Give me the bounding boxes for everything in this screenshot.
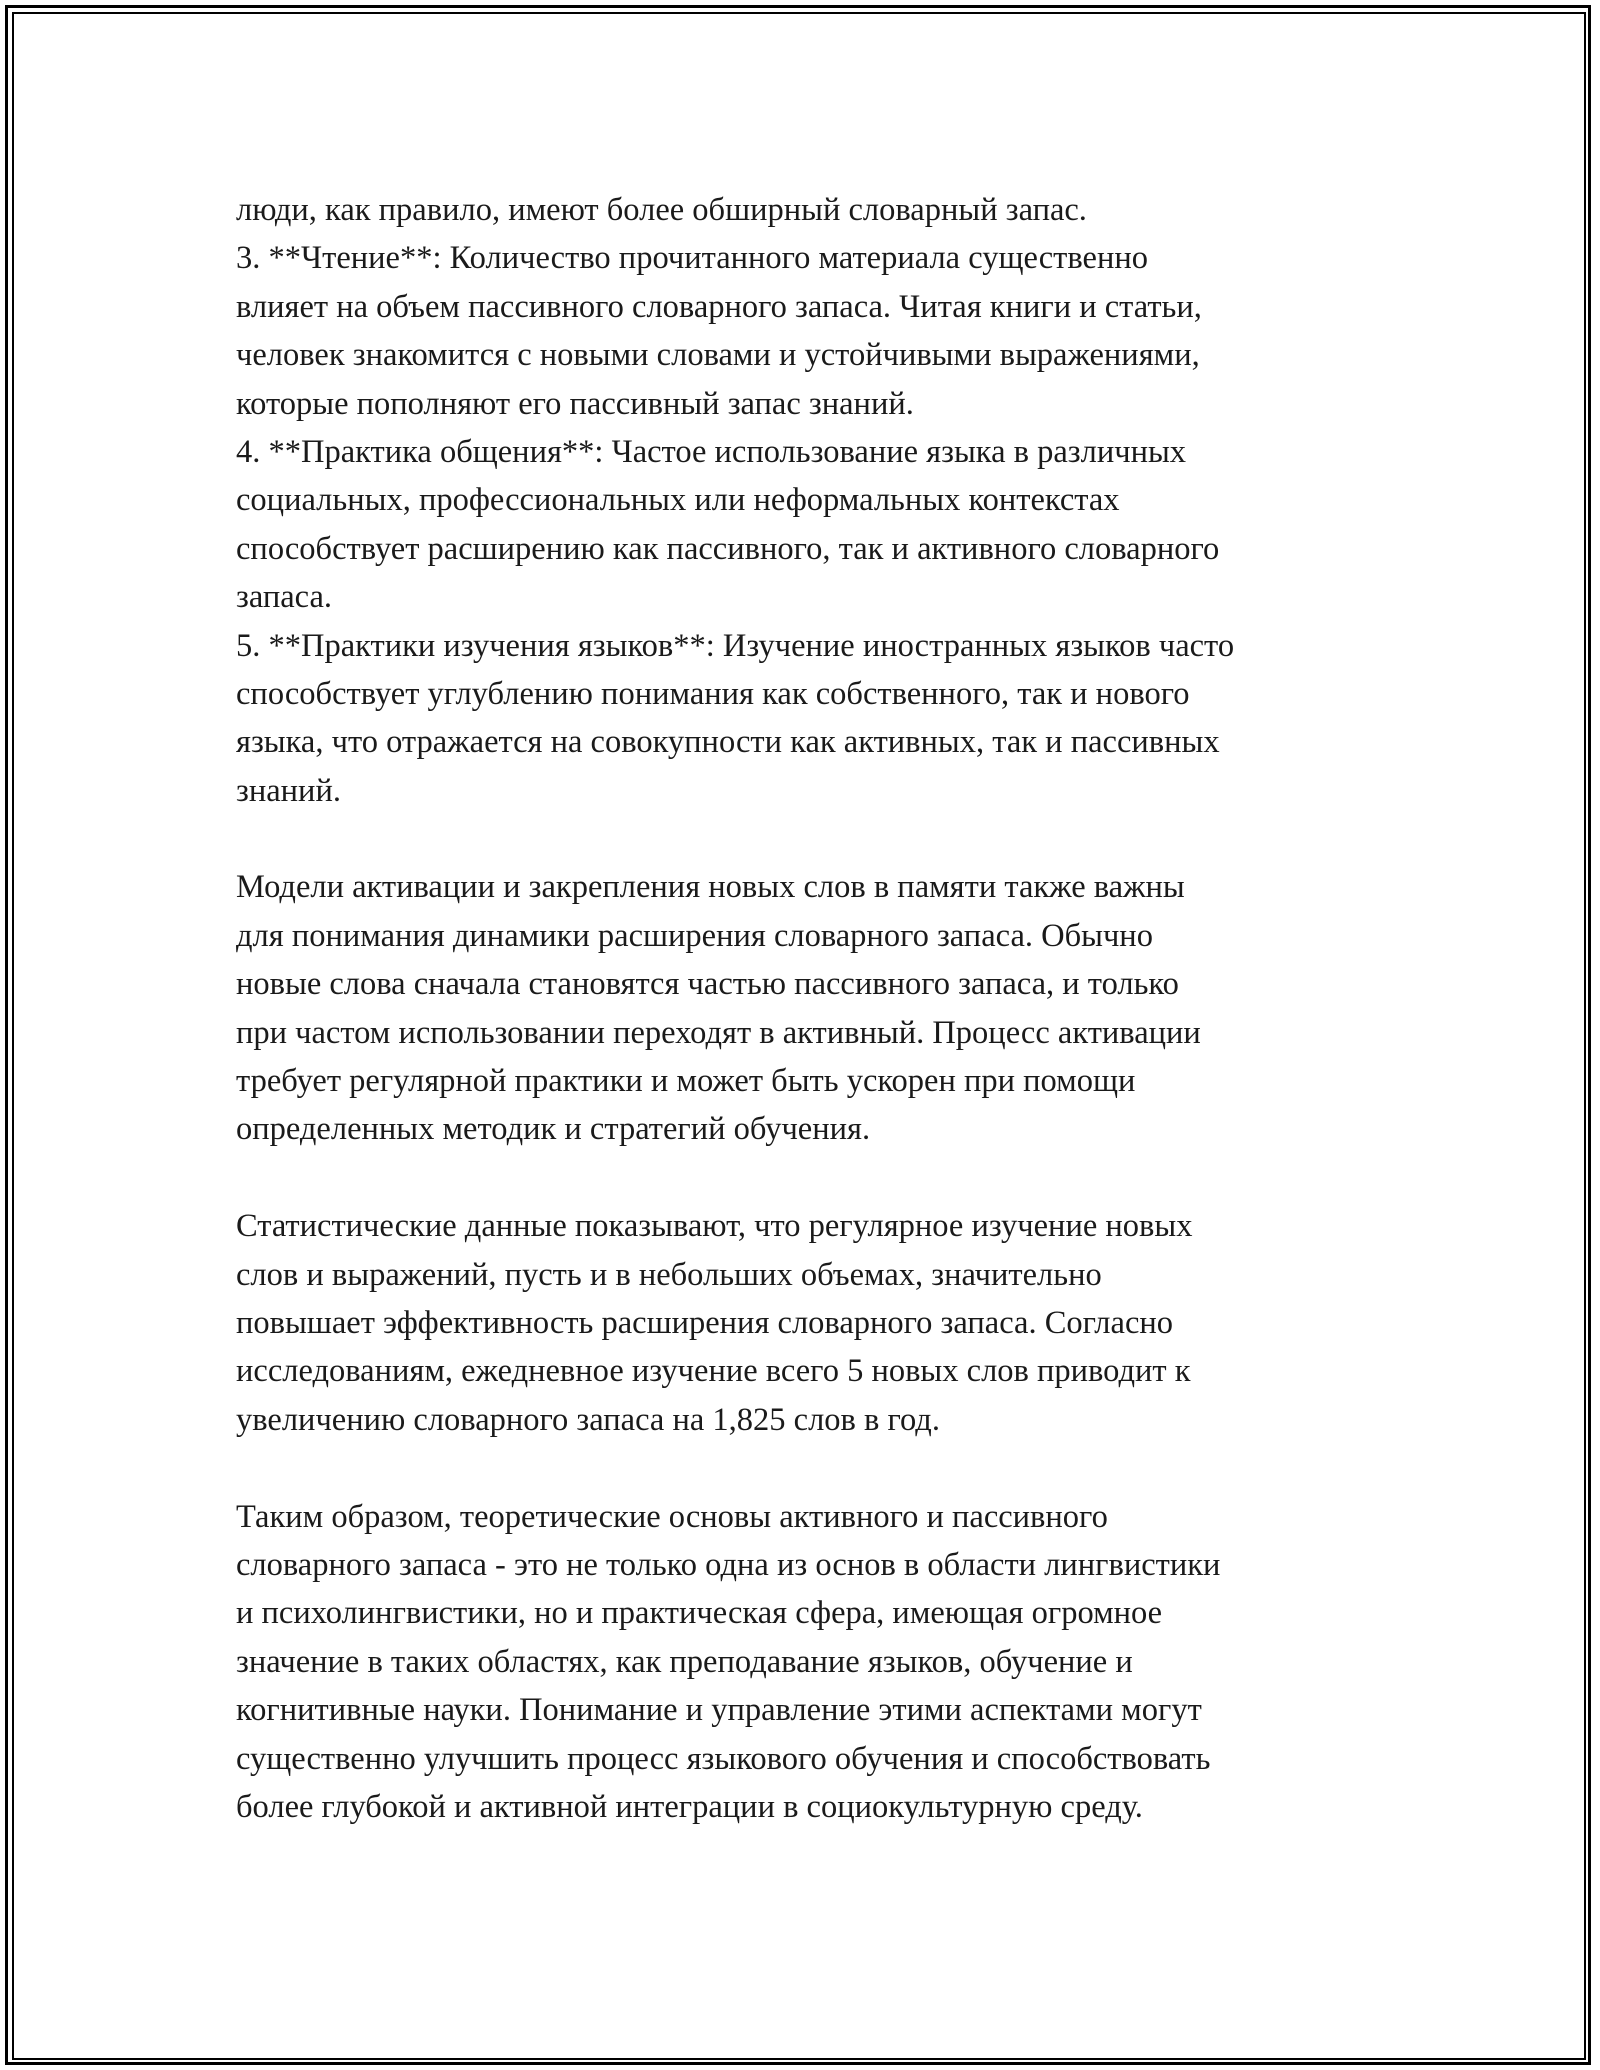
text-line: слов и выражений, пусть и в небольших объемах, значительно: [236, 1256, 1102, 1293]
text-line: требует регулярной практики и может быть ускорен при помощи: [236, 1063, 1136, 1100]
text-line: люди, как правило, имеют более обширный словарный запас.: [236, 192, 1087, 228]
document-body: [236, 186, 1386, 1831]
text-line: исследованиям, ежедневное изучение всего 5 новых слов приводит к: [236, 1353, 1191, 1390]
text-line: Модели активации и закрепления новых слов в памяти также важны: [236, 869, 1185, 906]
text-line: для понимания динамики расширения словарного запаса. Обычно: [236, 917, 1153, 954]
text-line: 3. **Чтение**: Количество прочитанного материала существенно: [236, 240, 1148, 277]
paragraph-gap: [236, 1444, 1386, 1492]
text-line: и психолингвистики, но и практическая сфера, имеющая огромное: [236, 1595, 1163, 1632]
text-line: словарного запаса - это не только одна из основ в области лингвистики: [236, 1546, 1221, 1583]
text-line: знаний.: [236, 772, 341, 809]
paragraph-conclusion: [236, 1493, 1386, 1832]
text-line: увеличению словарного запаса на 1,825 слов в год.: [236, 1401, 940, 1438]
text-line: Таким образом, теоретические основы активного и пассивного: [236, 1498, 1108, 1535]
text-line: которые пополняют его пассивный запас знаний.: [236, 385, 914, 422]
text-line: запаса.: [236, 579, 333, 616]
text-line: 4. **Практика общения**: Частое использование языка в различных: [236, 433, 1187, 470]
text-line: при частом использовании переходят в активный. Процесс активации: [236, 1014, 1201, 1051]
text-line: когнитивные науки. Понимание и управление этими аспектами могут: [236, 1692, 1202, 1729]
text-line: социальных, профессиональных или неформальных контекстах: [236, 482, 1120, 519]
text-line: влияет на объем пассивного словарного запаса. Читая книги и статьи,: [236, 288, 1202, 325]
paragraph-list-items: [236, 186, 1386, 815]
text-line: повышает эффективность расширения словарного запаса. Согласно: [236, 1304, 1174, 1341]
text-line: 5. **Практики изучения языков**: Изучение иностранных языков часто: [236, 627, 1235, 664]
text-line: более глубокой и активной интеграции в социокультурную среду.: [236, 1788, 1143, 1825]
paragraph-statistics: [236, 1202, 1386, 1444]
paragraph-gap: [236, 815, 1386, 863]
paragraph-gap: [236, 1154, 1386, 1202]
text-line: способствует углублению понимания как собственного, так и нового: [236, 675, 1190, 712]
text-line: Статистические данные показывают, что регулярное изучение новых: [236, 1208, 1193, 1245]
text-line: человек знакомится с новыми словами и устойчивыми выражениями,: [236, 337, 1200, 374]
text-line: существенно улучшить процесс языкового обучения и способствовать: [236, 1740, 1211, 1777]
text-line: способствует расширению как пассивного, так и активного словарного: [236, 530, 1220, 567]
paragraph-activation-models: [236, 863, 1386, 1153]
text-line: значение в таких областях, как преподавание языков, обучение и: [236, 1643, 1133, 1680]
text-line: новые слова сначала становятся частью пассивного запаса, и только: [236, 966, 1179, 1003]
text-line: языка, что отражается на совокупности как активных, так и пассивных: [236, 724, 1220, 761]
text-line: определенных методик и стратегий обучения.: [236, 1111, 871, 1148]
